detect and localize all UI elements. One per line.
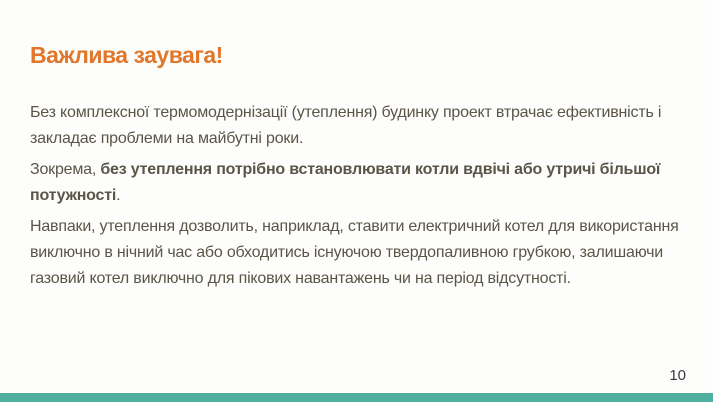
footer-bar — [0, 393, 713, 402]
paragraph-intro — [30, 100, 700, 152]
text-line — [30, 183, 700, 209]
page-number: 10 — [669, 367, 686, 384]
text-bold: потужності — [30, 187, 117, 204]
text-line: газовий котел виключно для пікових навантажень чи на період відсутності. — [30, 270, 571, 287]
paragraph-emphasis — [30, 157, 700, 209]
text-line: Без комплексної термомодернізації (утеплення) будинку проект втрачає ефективність і — [30, 104, 662, 121]
text-bold: без утеплення потрібно встановлювати котли вдвічі або утричі більшої — [100, 161, 661, 178]
paragraph-conclusion — [30, 214, 700, 292]
slide-body — [30, 100, 700, 297]
text-regular: Зокрема, — [30, 161, 101, 178]
text-regular: . — [116, 187, 121, 204]
text-line: закладає проблеми на майбутні роки. — [30, 130, 304, 147]
slide-title: Важлива заувага! — [30, 42, 223, 68]
text-line: виключно в нічний час або обходитись існуючою твердопаливною грубкою, залишаючи — [30, 244, 664, 261]
text-line — [30, 157, 700, 183]
text-line: Навпаки, утеплення дозволить, наприклад, ставити електричний котел для використання — [30, 218, 679, 235]
